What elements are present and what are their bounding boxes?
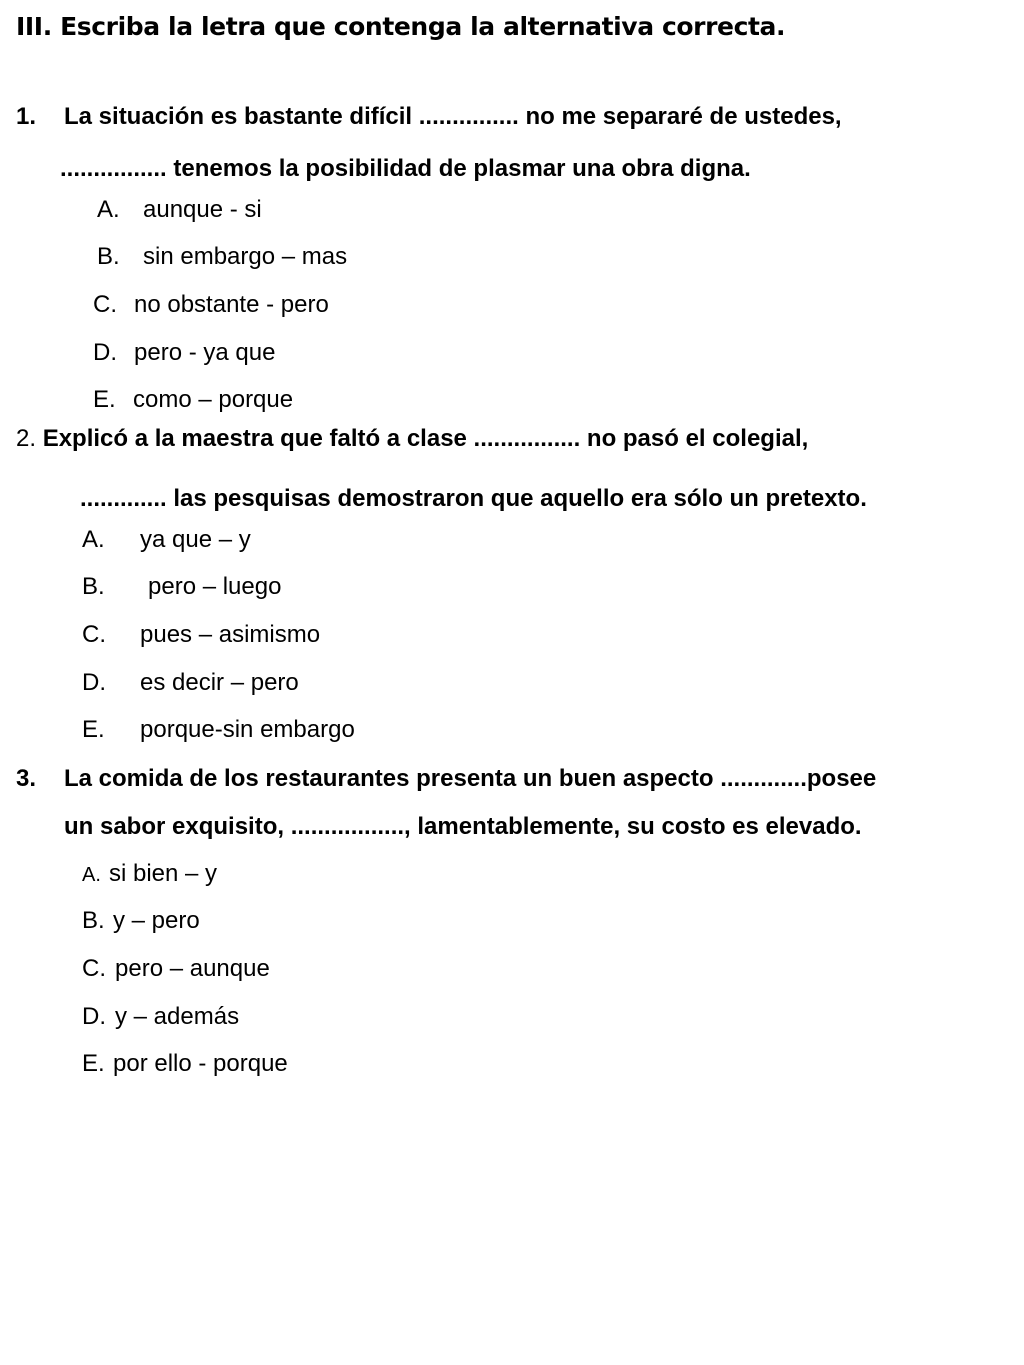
option-text: y – además	[115, 1003, 240, 1030]
option-letter: A.	[97, 196, 120, 223]
option-letter: B.	[97, 243, 120, 270]
option-text: sin embargo – mas	[143, 243, 348, 270]
question-1-option-d	[93, 339, 275, 367]
option-text: pero – aunque	[115, 955, 270, 982]
option-text: pero - ya que	[134, 339, 276, 366]
option-text: como – porque	[133, 386, 294, 413]
option-letter: C.	[82, 955, 106, 982]
option-text: aunque - si	[143, 196, 262, 223]
question-3-option-b	[82, 907, 200, 935]
page-title: III. Escriba la letra que contenga la alternativa correcta.	[16, 12, 786, 41]
question-2-number: 2.	[16, 425, 37, 452]
question-2-line-1	[16, 425, 808, 453]
option-text: ya que – y	[140, 526, 251, 553]
option-letter: D.	[82, 669, 106, 696]
question-1-number: 1.	[16, 103, 37, 130]
question-2-line-2: ............. las pesquisas demostraron que aquello era sólo un pretexto.	[80, 485, 867, 512]
question-1-option-a	[97, 196, 262, 224]
question-2-option-d	[82, 669, 299, 697]
option-text: por ello - porque	[113, 1050, 288, 1077]
question-1-line-1: La situación es bastante difícil ............... no me separaré de ustedes,	[64, 103, 842, 130]
option-letter: B.	[82, 907, 105, 934]
option-text: pero – luego	[148, 573, 282, 600]
option-letter: C.	[93, 291, 117, 318]
option-text: pues – asimismo	[140, 621, 321, 648]
question-1-option-e	[93, 386, 293, 414]
question-3-option-d	[82, 1003, 239, 1031]
question-3-option-e	[82, 1050, 288, 1078]
option-letter: C.	[82, 621, 106, 648]
option-text: y – pero	[113, 907, 200, 934]
option-text: no obstante - pero	[134, 291, 329, 318]
question-3-option-a	[82, 860, 217, 888]
question-2-option-a	[82, 526, 251, 554]
option-letter: E.	[82, 1050, 105, 1077]
question-3-number: 3.	[16, 765, 37, 792]
question-2-option-b	[82, 573, 281, 601]
option-text: si bien – y	[109, 860, 218, 887]
question-2-option-c	[82, 621, 320, 649]
option-text: porque-sin embargo	[140, 716, 355, 743]
question-3-line-1: La comida de los restaurantes presenta un buen aspecto .............posee	[64, 765, 877, 792]
question-1-option-b	[97, 243, 347, 271]
question-2-line-1-text: Explicó a la maestra que faltó a clase ................ no pasó el colegial,	[42, 425, 809, 452]
option-text: es decir – pero	[140, 669, 299, 696]
option-letter: D.	[93, 339, 117, 366]
question-1-option-c	[93, 291, 329, 319]
option-letter: E.	[93, 386, 116, 413]
option-letter: A.	[82, 526, 105, 553]
option-letter: D.	[82, 1003, 106, 1030]
option-letter: B.	[82, 573, 105, 600]
question-3-option-c	[82, 955, 270, 983]
question-2-option-e	[82, 716, 355, 744]
option-letter: A.	[82, 864, 101, 886]
question-1-line-2: ................ tenemos la posibilidad de plasmar una obra digna.	[60, 155, 751, 182]
question-3-line-2: un sabor exquisito, ................., lamentablemente, su costo es elevado.	[64, 813, 862, 840]
option-letter: E.	[82, 716, 105, 743]
